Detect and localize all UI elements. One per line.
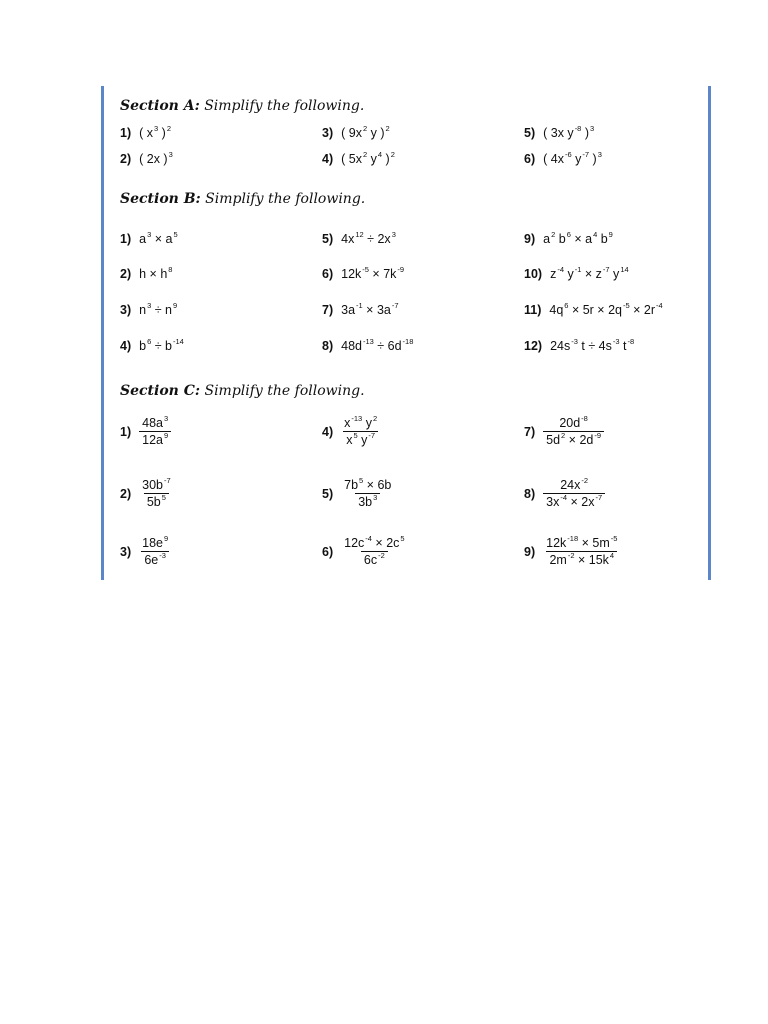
problem-expression: $a^2$ $b^6 \times a^4$ $b^9$ [543,230,613,246]
section-b-problem [322,267,404,281]
problem-number: 6) [322,544,334,559]
section-c-problem [322,416,380,447]
section-b-problem [120,232,178,246]
problem-expression: ( $x^3$ )$^2$ [139,124,171,140]
fraction-numerator: $18e^9$ [142,534,169,550]
problem-expression: ( 2x )$^3$ [139,150,173,166]
fraction [543,536,620,567]
fraction-numerator: $7b^5 \times 6b$ [344,476,392,492]
problem-number: 1) [120,424,132,439]
section-b-problem [120,267,172,281]
problem-number: 7) [524,424,536,439]
fraction [341,536,407,567]
section-c-problem [120,536,171,567]
problem-number: 11) [524,303,542,317]
problem-number: 10) [524,267,543,281]
fraction-numerator: $48a^3$ [142,414,169,430]
section-c-problem [524,536,620,567]
section-c-problem [120,478,174,509]
problem-number: 5) [524,126,536,140]
fraction-numerator: $12c^{-4} \times 2c^5$ [344,534,405,550]
section-b-problem [120,339,184,353]
section-a-problem [524,126,594,140]
problem-expression: ( 3x $y^{-8}$ )$^3$ [543,124,595,140]
problem-expression: ( $9x^2$ y )$^2$ [341,124,390,140]
problem-number: 8) [322,339,334,353]
fraction-numerator: $20d^{-8}$ [559,414,588,430]
problem-number: 4) [322,152,334,166]
worksheet [101,86,711,580]
section-a-problem [120,126,171,140]
section-c-problem [524,416,604,447]
problem-number: 1) [120,126,132,140]
problem-expression: $h \times h^8$ [139,265,173,281]
problem-number: 9) [524,232,536,246]
problem-number: 2) [120,486,132,501]
problem-expression: $24s^{-3}$ $t \div 4s^{-3}$ $t^{-8}$ [550,337,635,353]
section-b-problem [322,232,396,246]
section-b-title [120,191,365,207]
problem-expression: ( $4x^{-6}$ $y^{-7}$ )$^3$ [543,150,602,166]
section-c-problem [524,478,605,509]
section-c-problem [120,416,171,447]
problem-expression: $4q^6 \times 5r \times 2q^{-5} \times 2r^{-4}$ [549,301,663,317]
fraction-denominator: $2m^{-2} \times 15k^4$ [546,551,617,567]
section-c-instruction: Simplify the following. [204,383,365,399]
section-b-problem [120,303,177,317]
problem-number: 3) [120,544,132,559]
problem-expression: $b^6 \div b^{-14}$ [139,337,184,353]
problem-number: 9) [524,544,536,559]
problem-expression: $48d^{-13} \div 6d^{-18}$ [341,337,414,353]
problem-expression: $z^{-4}$ $y^{-1} \times z^{-7}$ $y^{14}$ [550,265,629,281]
section-c-label: Section C: [120,383,201,399]
problem-number: 8) [524,486,536,501]
problem-number: 7) [322,303,334,317]
section-a-label: Section A: [120,98,200,114]
fraction-denominator: $5d^2 \times 2d^{-9}$ [543,431,604,447]
section-b-label: Section B: [120,191,201,207]
fraction-denominator: $6e^{-3}$ [141,551,169,567]
section-a-problem [524,152,602,166]
fraction-numerator: $x^{-13}$ $y^2$ [344,414,378,430]
section-b-problem [322,339,413,353]
section-b-problem [524,232,613,246]
fraction-numerator: $24x^{-2}$ [560,476,589,492]
problem-number: 6) [524,152,536,166]
fraction [139,416,171,447]
problem-expression: $12k^{-5} \times 7k^{-9}$ [341,265,405,281]
problem-expression: $3a^{-1} \times 3a^{-7}$ [341,301,399,317]
fraction-denominator: $5b^5$ [144,493,169,509]
problem-number: 1) [120,232,132,246]
problem-number: 3) [322,126,334,140]
fraction [139,478,174,509]
fraction [341,478,394,509]
fraction-denominator: $3x^{-4} \times 2x^{-7}$ [543,493,605,509]
problem-number: 3) [120,303,132,317]
section-c-title [120,383,365,399]
problem-expression: ( $5x^2$ $y^4$ )$^2$ [341,150,395,166]
section-a-problem [120,152,173,166]
fraction-denominator: $3b^3$ [355,493,380,509]
problem-number: 5) [322,232,334,246]
problem-number: 12) [524,339,543,353]
section-c-problem [322,478,394,509]
fraction-numerator: $12k^{-18} \times 5m^{-5}$ [546,534,618,550]
fraction [341,416,380,447]
section-c-problem [322,536,408,567]
section-b-instruction: Simplify the following. [205,191,366,207]
section-a-instruction: Simplify the following. [204,98,365,114]
fraction-numerator: $30b^{-7}$ [142,476,171,492]
section-a-problem [322,126,390,140]
section-b-problem [322,303,399,317]
problem-number: 2) [120,152,132,166]
problem-number: 4) [322,424,334,439]
section-a-problem [322,152,395,166]
problem-number: 5) [322,486,334,501]
fraction-denominator: $6c^{-2}$ [361,551,388,567]
fraction [139,536,171,567]
section-b-problem [524,339,634,353]
section-b-problem [524,267,629,281]
fraction-denominator: $x^5$ $y^{-7}$ [343,431,378,447]
problem-expression: $4x^{12} \div 2x^3$ [341,230,396,246]
problem-expression: $n^3 \div n^9$ [139,301,178,317]
fraction-denominator: $12a^9$ [139,431,171,447]
problem-expression: $a^3 \times a^5$ [139,230,178,246]
problem-number: 4) [120,339,132,353]
section-b-problem [524,303,663,317]
section-a-title [120,98,364,114]
problem-number: 6) [322,267,334,281]
problem-number: 2) [120,267,132,281]
fraction [543,478,605,509]
fraction [543,416,604,447]
